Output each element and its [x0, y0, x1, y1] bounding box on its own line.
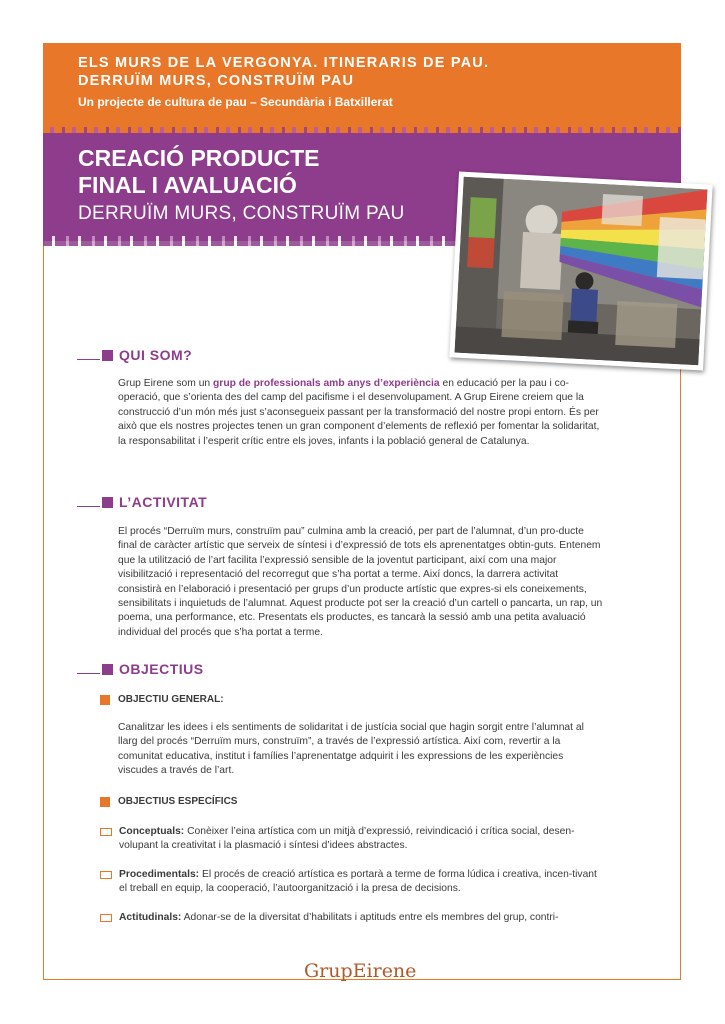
page-title: CREACIÓ PRODUCTE FINAL I AVALUACIÓ — [78, 145, 320, 198]
section-heading-qui-som: QUI SOM? — [77, 347, 192, 363]
purple-square-icon — [102, 664, 113, 675]
orange-square-icon — [100, 695, 110, 705]
subheading-objectius-especifics: OBJECTIUS ESPECÍFICS — [100, 796, 237, 807]
bullet-icon — [100, 828, 112, 836]
list-item: Conceptuals: Conèixer l’eina artística com un mitjà d’expressió, reivindicació i crítica social, desen-volupant la creativitat i la plasmació i síntesi d’idees abstractes. — [100, 825, 603, 854]
bullet-icon — [100, 914, 112, 922]
page-subtitle: DERRUÏM MURS, CONSTRUÏM PAU — [78, 203, 405, 224]
grup-eirene-logo: GrupEirene — [304, 960, 417, 982]
orange-square-icon — [100, 797, 110, 807]
series-title-line1: ELS MURS DE LA VERGONYA. ITINERARIS DE PAU. — [78, 55, 490, 71]
bullet-icon — [100, 871, 112, 879]
section-heading-objectius: OBJECTIUS — [77, 661, 204, 677]
qui-som-paragraph: Grup Eirene som un grup de professionals amb anys d’experiència en educació per la pau i co-operació, que s’orienta des del camp del pacifisme i el desenvolupament. A Grup Eirene creiem que la construcció d’un món més just s’aconsegueix passant per la transformació del nostre propi entorn. És per això que els nostres projectes tenen un gran component d’elements de reflexió per fomentar la solidaritat, la responsabilitat i l’esperit crític entre els joves, infants i la població general de Catalunya. — [118, 378, 600, 447]
section-heading-activitat: L’ACTIVITAT — [77, 494, 207, 510]
purple-square-icon — [102, 350, 113, 361]
graffiti-photo — [449, 171, 712, 370]
objectiu-general-paragraph: Canalitzar les idees i els sentiments de solidaritat i de justícia social que hagin sorgit entre l’alumnat al llarg del procés “Derruïm murs, construïm”, a través de l’expressió artística. Així com, revertir a la comunitat educativa, institut i famílies l’aprenentatge adquirit i les expressions de les experiències viscudes a través de l’art. — [118, 722, 584, 777]
purple-square-icon — [102, 497, 113, 508]
series-subtitle: Un projecte de cultura de pau – Secundària i Batxillerat — [78, 95, 393, 109]
subheading-objectiu-general: OBJECTIU GENERAL: — [100, 694, 224, 705]
list-item: Actitudinals: Adonar-se de la diversitat d’habilitats i aptituds entre els membres del grup, contri- — [100, 911, 603, 925]
activitat-paragraph: El procés “Derruïm murs, construïm pau” culmina amb la creació, per part de l’alumnat, d’un pro-ducte final de caràcter artístic que serveix de síntesi i d’expressió de tots els aprenentatges obtin-guts. Entenem que la utilització de l’art facilita l’expressió sensible de la joventut participant, així com una major visibilització i representació del recorregut que s’ha portat a terme. Així doncs, la darrera activitat consistirà en l’elaboració i presentació per grups d’un producte artístic que expres-si els coneixements, sensibilitats i inquietuds de l’alumnat. Aquest producte pot ser la creació d’un cartell o pancarta, un rap, un poema, una performance, etc. Presentats els productes, es tancarà la sessió amb una petita avaluació individual del procés que s’ha portat a terme. — [118, 526, 603, 638]
series-title-line2: DERRUÏM MURS, CONSTRUÏM PAU — [78, 73, 355, 89]
list-item: Procedimentals: El procés de creació artística es portarà a terme de forma lúdica i creativa, incen-tivant el treball en equip, la cooperació, l’autoorganització i la presa de decisions. — [100, 868, 603, 897]
